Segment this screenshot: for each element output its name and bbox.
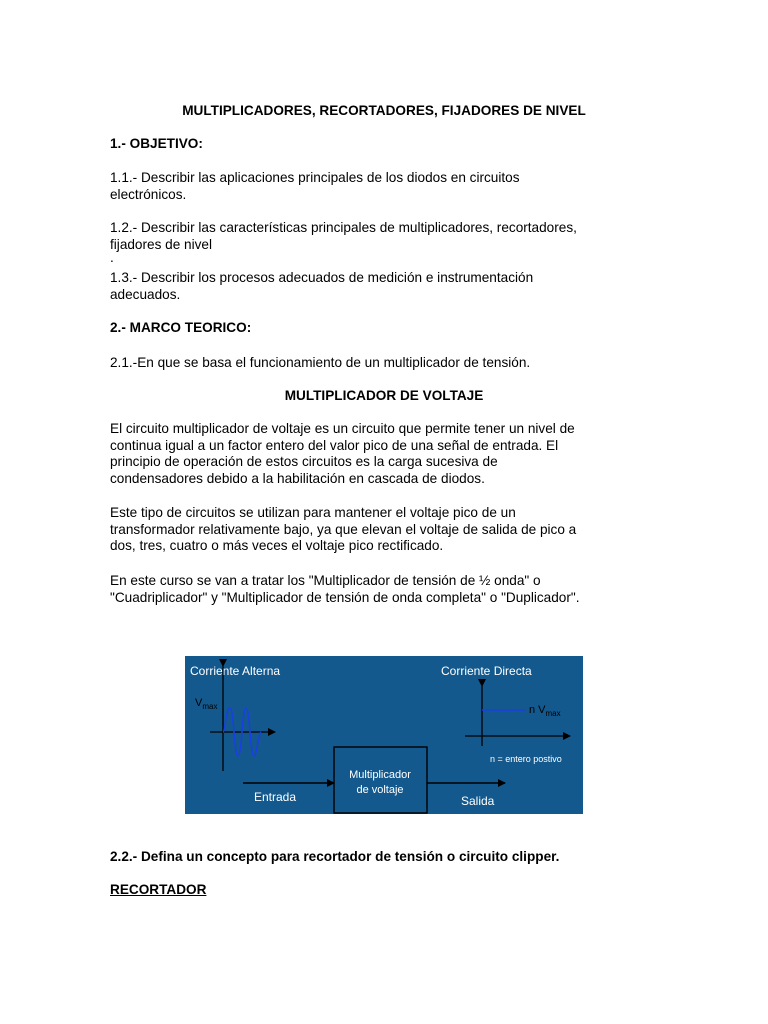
paragraph-line: condensadores debido a la habilitación en cascada de diodos. xyxy=(110,470,485,486)
label-n-entero: n = entero postivo xyxy=(490,754,562,764)
objective-1-3 xyxy=(110,270,655,303)
paragraph-line: dos, tres, cuatro o más veces el voltaje pico rectificado. xyxy=(110,538,444,553)
n-vmax-sub: max xyxy=(545,709,561,718)
paragraph-multiplicador-definition xyxy=(110,421,655,487)
box-label-line2: de voltaje xyxy=(356,784,404,796)
objective-1-3-line: adecuados. xyxy=(110,286,181,302)
label-corriente-directa: Corriente Directa xyxy=(441,664,532,678)
multiplicador-diagram xyxy=(185,656,583,814)
label-salida: Salida xyxy=(461,794,495,808)
objective-1-2-line: . xyxy=(110,250,114,265)
n-vmax-prefix: n V xyxy=(529,704,546,716)
paragraph-multiplicador-usage xyxy=(110,505,655,555)
section-marco-teorico-heading: 2.- MARCO TEORICO: xyxy=(110,320,252,335)
box-label-line1: Multiplicador xyxy=(349,769,411,781)
paragraph-course-scope xyxy=(110,573,655,606)
vmax-sub: max xyxy=(202,702,218,711)
question-2-2: 2.2.- Defina un concepto para recortador de tensión o circuito clipper. xyxy=(110,849,560,864)
paragraph-line: El circuito multiplicador de voltaje es un circuito que permite tener un nivel de xyxy=(110,421,575,436)
label-entrada: Entrada xyxy=(254,790,297,804)
vmax-v: V xyxy=(195,697,203,709)
objective-1-2 xyxy=(110,220,655,265)
subheading-multiplicador: MULTIPLICADOR DE VOLTAJE xyxy=(284,388,484,403)
objective-1-1 xyxy=(110,170,655,203)
objective-1-1-line: 1.1.- Describir las aplicaciones principales de los diodos en circuitos xyxy=(110,170,520,185)
question-2-1: 2.1.-En que se basa el funcionamiento de un multiplicador de tensión. xyxy=(110,355,531,370)
objective-1-1-line: electrónicos. xyxy=(110,186,187,202)
label-corriente-alterna: Corriente Alterna xyxy=(190,664,281,678)
document-title: MULTIPLICADORES, RECORTADORES, FIJADORES DE NIVEL xyxy=(182,103,586,118)
paragraph-line: continua igual a un factor entero del valor pico de una señal de entrada. El xyxy=(110,437,559,453)
paragraph-line: En este curso se van a tratar los "Multiplicador de tensión de ½ onda" o xyxy=(110,573,541,588)
paragraph-line: Este tipo de circuitos se utilizan para mantener el voltaje pico de un xyxy=(110,505,516,520)
section-objetivo-heading: 1.- OBJETIVO: xyxy=(110,136,203,151)
objective-1-2-line: 1.2.- Describir las características principales de multiplicadores, recortadores, xyxy=(110,220,577,235)
paragraph-line: principio de operación de estos circuitos es la carga sucesiva de xyxy=(110,454,498,469)
paragraph-line: "Cuadriplicador" y "Multiplicador de tensión de onda completa" o "Duplicador". xyxy=(110,589,580,605)
paragraph-line: transformador relativamente bajo, ya que elevan el voltaje de salida de pico a xyxy=(110,521,577,537)
objective-1-2-line: fijadores de nivel xyxy=(110,236,213,252)
subheading-recortador: RECORTADOR xyxy=(110,882,207,897)
objective-1-3-line: 1.3.- Describir los procesos adecuados de medición e instrumentación xyxy=(110,270,534,285)
